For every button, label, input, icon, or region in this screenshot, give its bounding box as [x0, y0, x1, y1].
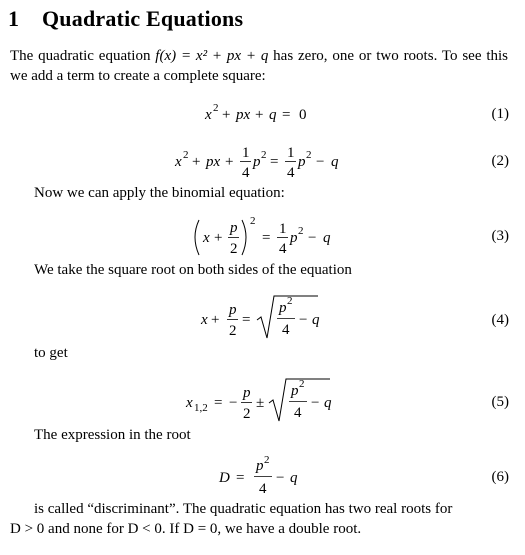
svg-text:D: D — [219, 470, 230, 486]
svg-text:4: 4 — [242, 165, 250, 181]
svg-text:p: p — [290, 230, 298, 246]
svg-text:2: 2 — [183, 149, 189, 161]
svg-text:=: = — [282, 107, 291, 123]
svg-text:q: q — [312, 312, 320, 328]
svg-text:+: + — [214, 230, 223, 246]
svg-text:+: + — [192, 154, 201, 170]
svg-text:q: q — [269, 107, 277, 123]
svg-text:p: p — [229, 302, 237, 318]
svg-text:q: q — [331, 154, 339, 170]
section-title: Quadratic Equations — [42, 6, 244, 31]
svg-text:x: x — [186, 395, 193, 411]
svg-text:4: 4 — [279, 241, 287, 257]
equation-1-number: (1) — [491, 106, 509, 122]
equation-3 — [0, 212, 525, 262]
svg-text:+: + — [255, 107, 264, 123]
svg-text:px: px — [206, 154, 221, 170]
svg-text:1: 1 — [279, 221, 287, 237]
svg-text:p: p — [230, 220, 238, 236]
equation-6-number: (6) — [491, 469, 509, 485]
svg-text:=: = — [214, 395, 223, 411]
equation-3-formula — [0, 212, 525, 264]
svg-text:1: 1 — [242, 145, 250, 161]
intro-text-2: has zero, one or two roots. To see this we add a term to create a complete square: — [10, 48, 508, 84]
svg-text:−: − — [229, 395, 238, 411]
intro-paragraph — [10, 46, 508, 86]
svg-text:1: 1 — [287, 145, 295, 161]
svg-text:p: p — [253, 154, 261, 170]
svg-text:=: = — [236, 470, 245, 486]
svg-text:2: 2 — [264, 455, 270, 466]
equation-6-formula — [0, 455, 525, 500]
svg-text:2: 2 — [250, 215, 256, 227]
equation-6 — [0, 455, 525, 505]
svg-text:+: + — [222, 107, 231, 123]
equation-4 — [0, 290, 525, 340]
svg-text:p: p — [279, 300, 287, 316]
toget-paragraph: to get — [34, 345, 68, 361]
svg-text:4: 4 — [294, 405, 302, 421]
svg-text:q: q — [323, 230, 331, 246]
svg-text:4: 4 — [282, 322, 290, 338]
svg-text:2: 2 — [287, 295, 293, 307]
svg-text:−: − — [276, 470, 285, 486]
svg-text:=: = — [242, 312, 251, 328]
binomial-paragraph: Now we can apply the binomial equation: — [34, 185, 285, 201]
sqrt-paragraph: We take the square root on both sides of the equation — [34, 262, 352, 278]
svg-text:x: x — [205, 107, 212, 123]
equation-5-formula — [0, 372, 525, 427]
svg-text:±: ± — [256, 395, 265, 411]
svg-text:+: + — [225, 154, 234, 170]
svg-text:2: 2 — [298, 225, 304, 237]
svg-text:+: + — [211, 312, 220, 328]
intro-formula: f(x) = x² + px + q — [155, 48, 269, 64]
equation-3-number: (3) — [491, 228, 509, 244]
svg-text:−: − — [311, 395, 320, 411]
svg-text:px: px — [236, 107, 251, 123]
svg-text:p: p — [291, 383, 299, 399]
svg-text:x: x — [203, 230, 210, 246]
discriminant-line-2: D > 0 and none for D < 0. If D = 0, we have a double root. — [10, 521, 362, 537]
svg-text:p: p — [256, 458, 264, 474]
svg-text:2: 2 — [261, 149, 267, 161]
svg-text:−: − — [299, 312, 308, 328]
equation-4-number: (4) — [491, 312, 509, 328]
svg-text:4: 4 — [287, 165, 295, 181]
svg-text:1,2: 1,2 — [194, 402, 208, 414]
svg-text:2: 2 — [299, 378, 305, 390]
svg-text:2: 2 — [306, 149, 312, 161]
equation-5 — [0, 372, 525, 422]
section-heading — [8, 6, 243, 32]
equation-2-number: (2) — [491, 153, 509, 169]
svg-text:2: 2 — [213, 102, 219, 114]
intro-text-1: The quadratic equation — [10, 48, 156, 64]
svg-text:=: = — [270, 154, 279, 170]
equation-1-formula — [0, 98, 525, 138]
svg-text:2: 2 — [243, 406, 251, 422]
equation-5-number: (5) — [491, 394, 509, 410]
svg-text:p: p — [298, 154, 306, 170]
equation-4-formula — [0, 290, 525, 345]
expression-paragraph: The expression in the root — [34, 427, 191, 443]
svg-text:x: x — [175, 154, 182, 170]
discriminant-line-1: is called “discriminant”. The quadratic equation has two real roots for — [34, 501, 453, 517]
svg-text:0: 0 — [299, 107, 307, 123]
svg-text:2: 2 — [230, 241, 238, 257]
svg-text:−: − — [308, 230, 317, 246]
svg-text:=: = — [262, 230, 271, 246]
svg-text:x: x — [201, 312, 208, 328]
svg-text:p: p — [243, 385, 251, 401]
svg-text:−: − — [316, 154, 325, 170]
svg-text:q: q — [324, 395, 332, 411]
svg-text:q: q — [290, 470, 298, 486]
svg-text:4: 4 — [259, 481, 267, 497]
section-number: 1 — [8, 6, 20, 31]
svg-text:2: 2 — [229, 323, 237, 339]
